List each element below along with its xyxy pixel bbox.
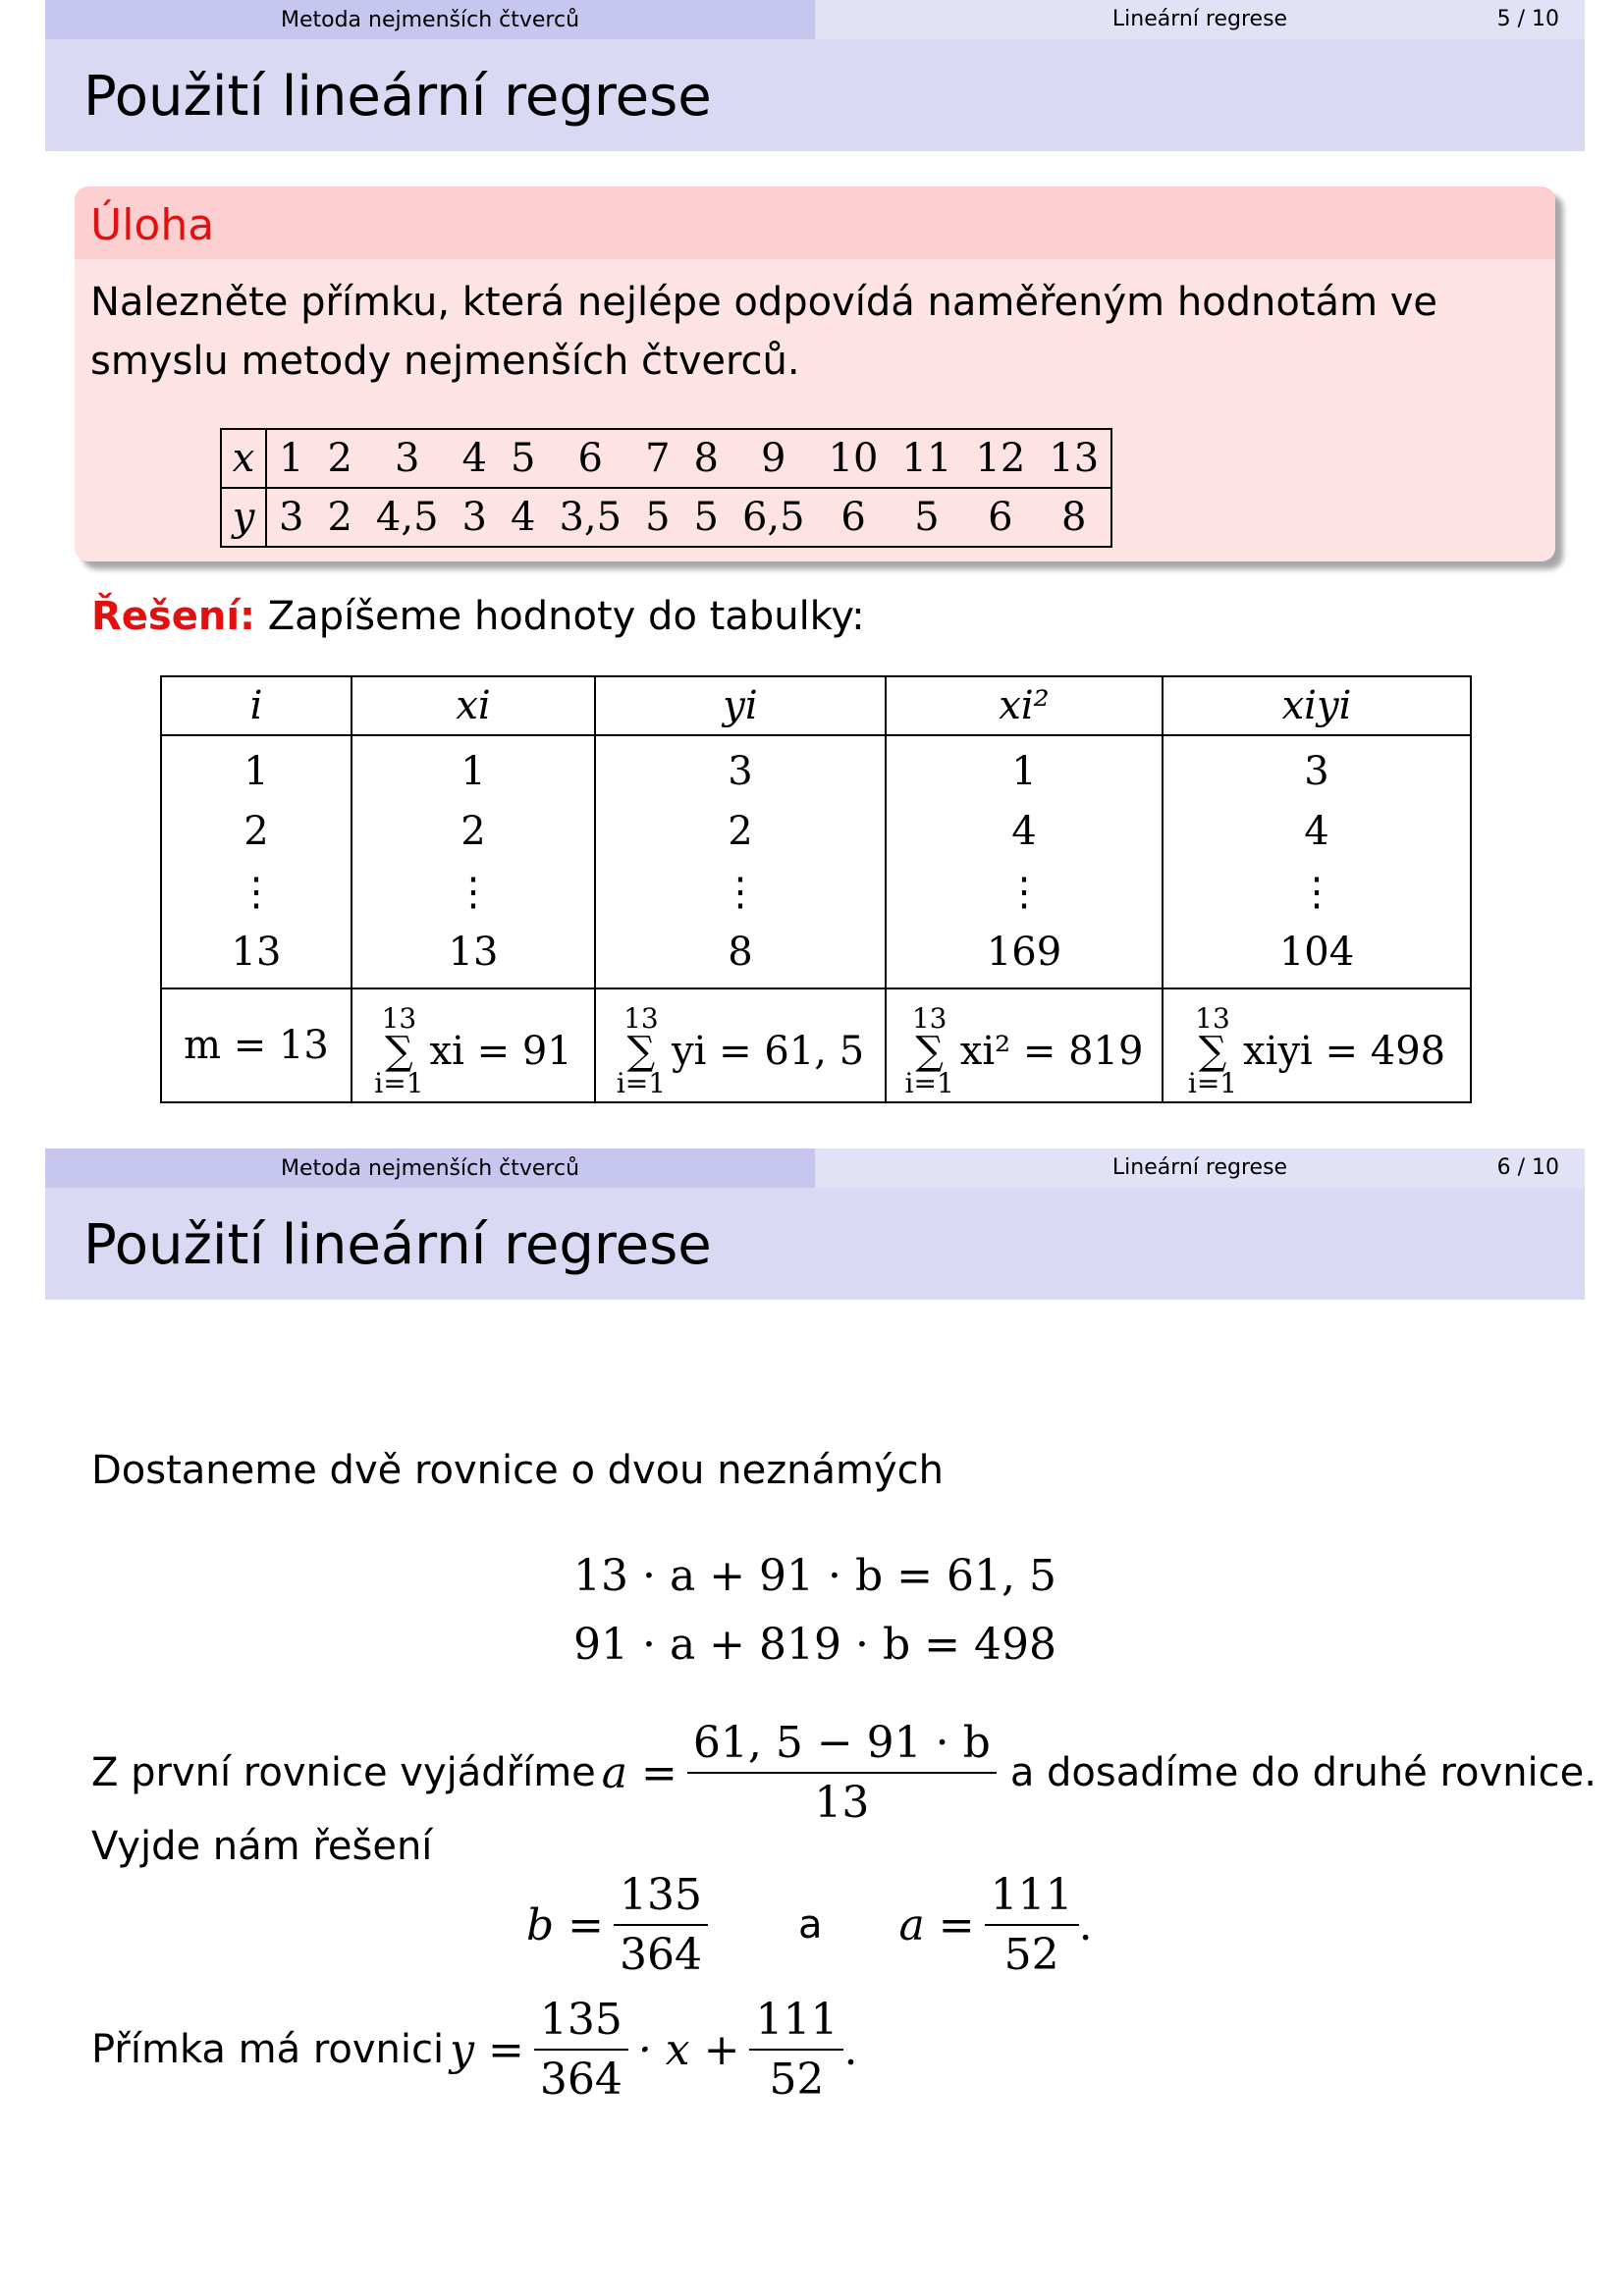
vdots: ⋮ [1297, 869, 1336, 915]
vdots: ⋮ [237, 869, 276, 915]
slide-6 [45, 1148, 1597, 2287]
y-cell: 6,5 [731, 488, 817, 547]
cell: 3 [1304, 749, 1329, 794]
slide-5 [45, 0, 1585, 1139]
result-line [526, 1870, 1093, 1980]
x-cell: 13 [1037, 429, 1111, 488]
y-cell: 5 [633, 488, 681, 547]
express-suffix: a dosadíme do druhé rovnice. [1009, 1750, 1597, 1795]
y-cell: 4,5 [364, 488, 451, 547]
header-xiyi: xiyi [1163, 676, 1471, 735]
task-block-title-bar [75, 187, 1555, 259]
fraction-numerator: 135 [534, 1995, 628, 2051]
express-var: a = [601, 1747, 677, 1798]
task-text: Nalezněte přímku, která nejlépe odpovídá naměřeným hodnotám ve smyslu metody nejmenších čtverců. [90, 280, 1438, 384]
sigma-icon: ∑ [385, 1029, 413, 1074]
fraction-denominator: 13 [814, 1778, 870, 1828]
x-row [221, 429, 1111, 488]
sum-y-value: yi = 61, 5 [672, 1029, 865, 1074]
vdots: ⋮ [454, 869, 493, 915]
sum-symbol [1188, 1004, 1237, 1098]
y-label: y [221, 488, 266, 547]
x-cell: 10 [817, 429, 891, 488]
line-equation [91, 1995, 857, 2105]
sum-symbol [905, 1004, 954, 1098]
slide-header [45, 0, 1585, 39]
sum-x2-value: xi² = 819 [959, 1029, 1144, 1074]
b-fraction [614, 1870, 708, 1980]
intercept-fraction [749, 1995, 843, 2105]
express-prefix: Z první rovnice vyjádříme [91, 1750, 596, 1795]
x-cell: 12 [963, 429, 1037, 488]
column-xi [352, 735, 595, 988]
sums-footer-row [161, 988, 1471, 1102]
fraction-denominator: 52 [1003, 1930, 1059, 1980]
page-number: 5 / 10 [1496, 7, 1559, 31]
y-cell: 3 [266, 488, 315, 547]
cell: 4 [1011, 809, 1037, 855]
cell: 13 [448, 929, 499, 975]
header-subsection: Lineární regrese [1111, 1155, 1288, 1180]
x-cell: 3 [364, 429, 451, 488]
sums-header-row [161, 676, 1471, 735]
x-cell: 2 [315, 429, 363, 488]
sum-symbol [374, 1004, 423, 1098]
y-cell: 4 [499, 488, 547, 547]
cell: 2 [728, 809, 753, 855]
solution-text: Zapíšeme hodnoty do tabulky: [267, 594, 865, 639]
sum-upper: 13 [381, 1002, 417, 1035]
vdots: ⋮ [1004, 869, 1044, 915]
slope-fraction [534, 1995, 628, 2105]
cell: 1 [1011, 749, 1037, 794]
sums-data-row [161, 735, 1471, 988]
y-cell: 6 [817, 488, 891, 547]
sum-upper: 13 [623, 1002, 659, 1035]
solution-line [91, 594, 865, 639]
equation-1: 13 · a + 91 · b = 61, 5 [573, 1551, 1056, 1601]
header-yi: yi [595, 676, 886, 735]
express-fraction [687, 1718, 997, 1828]
express-line [91, 1718, 1597, 1828]
header-xi: xi [352, 676, 595, 735]
fraction-denominator: 364 [620, 1930, 703, 1980]
y-cell: 3 [451, 488, 499, 547]
header-i: i [161, 676, 352, 735]
x-cell: 5 [499, 429, 547, 488]
task-block-title: Úloha [90, 200, 215, 250]
slide-header [45, 1148, 1585, 1188]
frame-title: Použití lineární regrese [83, 1213, 712, 1277]
cell: 2 [460, 809, 486, 855]
frame-title-bar [45, 1188, 1585, 1300]
x-label: x [221, 429, 266, 488]
column-i [161, 735, 352, 988]
header-right [815, 0, 1585, 39]
y-cell: 5 [891, 488, 964, 547]
a-fraction [985, 1870, 1079, 1980]
fraction-numerator: 111 [985, 1870, 1079, 1926]
solution-label: Řešení: [91, 594, 256, 639]
x-cell: 7 [633, 429, 681, 488]
cell: 2 [244, 809, 269, 855]
a-label: a = [898, 1899, 975, 1950]
fraction-numerator: 135 [614, 1870, 708, 1926]
y-cell: 3,5 [547, 488, 633, 547]
frame-title-bar [45, 39, 1585, 151]
header-subsection: Lineární regrese [1111, 7, 1288, 31]
x-cell: 4 [451, 429, 499, 488]
fraction-denominator: 364 [539, 2055, 623, 2105]
footer-sum-x [352, 988, 595, 1102]
x-cell: 8 [682, 429, 731, 488]
x-cell: 9 [731, 429, 817, 488]
footer-sum-y [595, 988, 886, 1102]
sum-lower: i=1 [616, 1067, 667, 1099]
footer-m: m = 13 [161, 988, 352, 1102]
sum-lower: i=1 [374, 1067, 424, 1099]
cell: 13 [231, 929, 282, 975]
cell: 4 [1304, 809, 1329, 855]
x-cell: 11 [891, 429, 964, 488]
cell: 169 [986, 929, 1062, 975]
line-y: y = [450, 2024, 524, 2075]
fraction-numerator: 61, 5 − 91 · b [687, 1718, 997, 1774]
y-cell: 6 [963, 488, 1037, 547]
xy-data-table [220, 428, 1112, 548]
fraction-denominator: 52 [769, 2055, 825, 2105]
column-yi [595, 735, 886, 988]
sum-xy-value: xiyi = 498 [1243, 1029, 1446, 1074]
header-xi2: xi² [886, 676, 1163, 735]
task-block [75, 187, 1555, 561]
sigma-icon: ∑ [626, 1029, 656, 1074]
column-xi2 [886, 735, 1163, 988]
x-cell: 1 [266, 429, 315, 488]
sum-lower: i=1 [904, 1067, 954, 1099]
y-cell: 2 [315, 488, 363, 547]
header-section-title: Metoda nejmenších čtverců [45, 0, 815, 39]
header-section-title: Metoda nejmenších čtverců [45, 1148, 815, 1188]
footer-sum-xy [1163, 988, 1471, 1102]
footer-sum-x2 [886, 988, 1163, 1102]
sigma-icon: ∑ [1198, 1029, 1227, 1074]
intro-text: Dostaneme dvě rovnice o dvou neznámých [91, 1448, 945, 1493]
sums-table [160, 675, 1472, 1103]
cell: 1 [460, 749, 486, 794]
result-intro: Vyjde nám řešení [91, 1824, 433, 1869]
and-word: a [798, 1902, 823, 1948]
y-row [221, 488, 1111, 547]
line-mid: · x + [637, 2024, 740, 2075]
sum-x-value: xi = 91 [429, 1029, 572, 1074]
sigma-icon: ∑ [915, 1029, 944, 1074]
sum-symbol [617, 1004, 666, 1098]
cell: 8 [728, 929, 753, 975]
cell: 3 [728, 749, 753, 794]
x-cell: 6 [547, 429, 633, 488]
y-cell: 8 [1037, 488, 1111, 547]
column-xiyi [1163, 735, 1471, 988]
period: . [843, 2024, 858, 2075]
vdots: ⋮ [721, 869, 760, 915]
fraction-numerator: 111 [749, 1995, 843, 2051]
period: . [1078, 1899, 1093, 1950]
cell: 104 [1278, 929, 1355, 975]
sum-lower: i=1 [1187, 1067, 1238, 1099]
frame-title: Použití lineární regrese [83, 65, 712, 129]
page-number: 6 / 10 [1496, 1155, 1559, 1180]
header-right [815, 1148, 1585, 1188]
y-cell: 5 [682, 488, 731, 547]
sum-upper: 13 [911, 1002, 947, 1035]
equation-2: 91 · a + 819 · b = 498 [573, 1620, 1056, 1670]
b-label: b = [526, 1899, 605, 1950]
cell: 1 [244, 749, 269, 794]
line-prefix: Přímka má rovnici [91, 2027, 445, 2072]
sum-upper: 13 [1195, 1002, 1230, 1035]
